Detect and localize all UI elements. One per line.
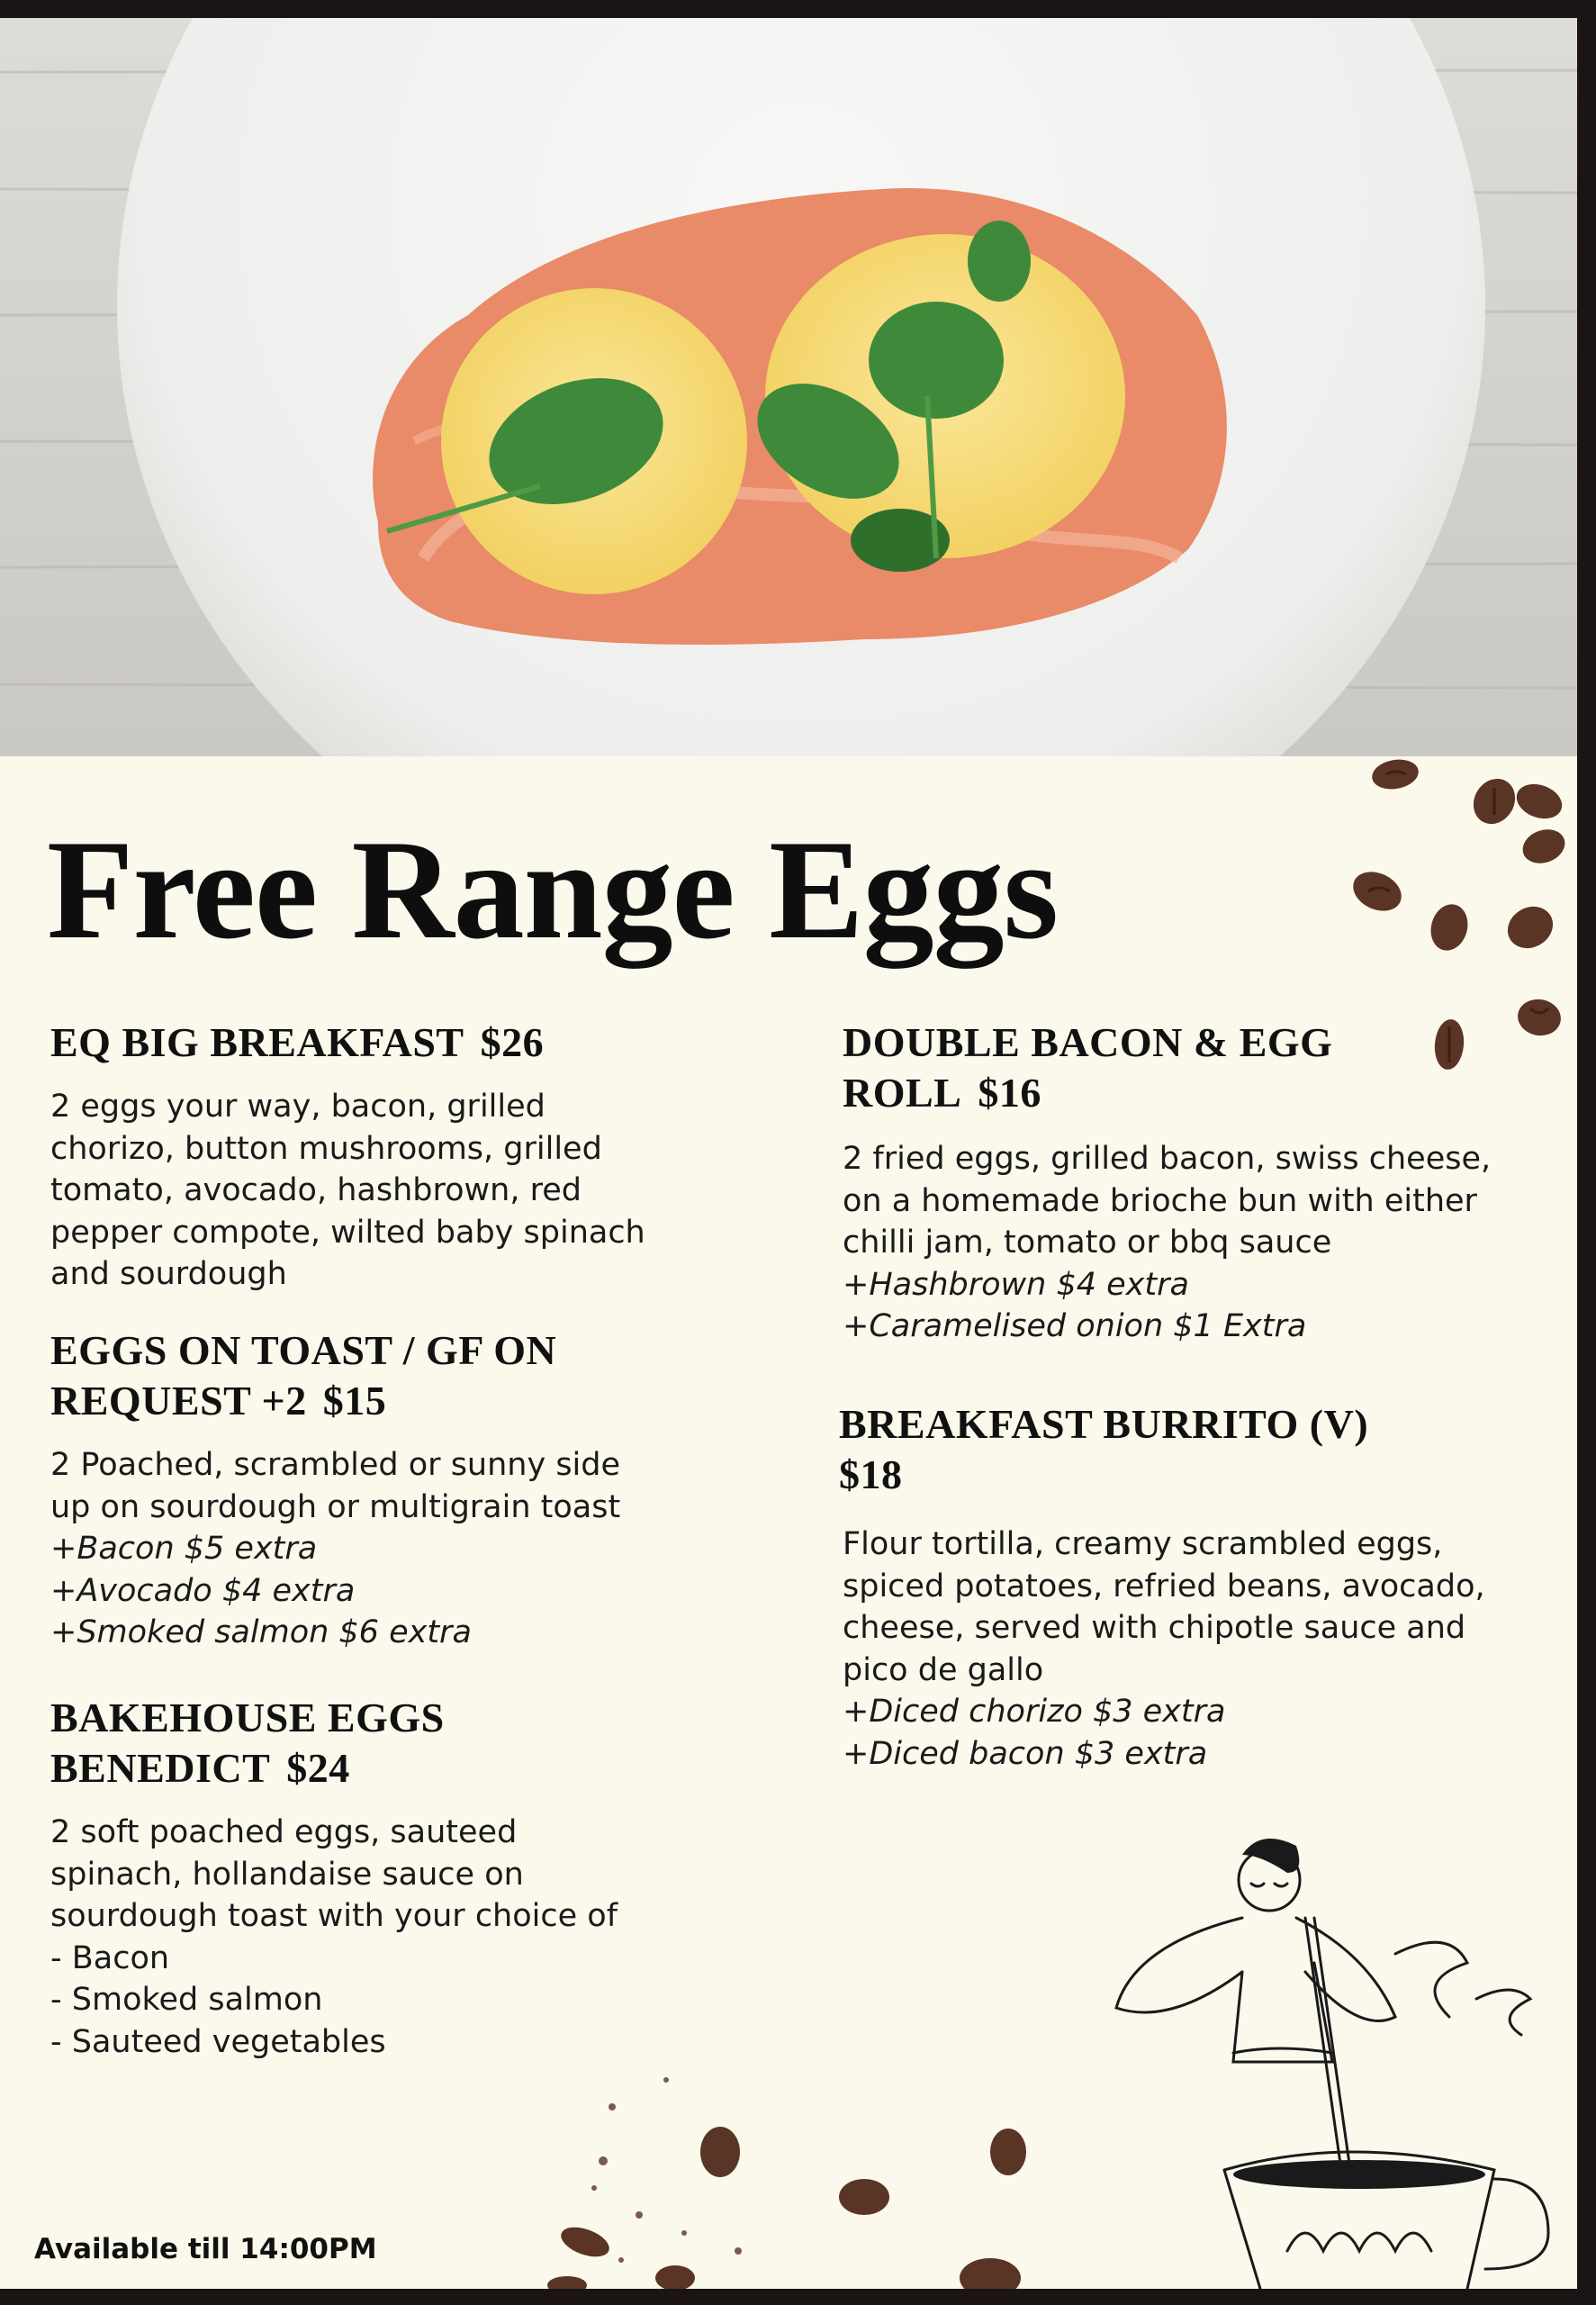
item-description — [50, 1444, 681, 1654]
item-name: DOUBLE BACON & EGG — [843, 1019, 1333, 1065]
item-heading — [50, 1693, 681, 1794]
description-line: chorizo, button mushrooms, grilled — [50, 1130, 602, 1167]
item-name: REQUEST +2 — [50, 1378, 307, 1424]
description-line: - Smoked salmon — [50, 1982, 323, 2018]
description-line: 2 soft poached eggs, sauteed — [50, 1814, 518, 1850]
item-name: EGGS ON TOAST / GF ON — [50, 1327, 557, 1373]
menu-item-bakehouse-eggs-benedict — [50, 1693, 681, 2063]
description-line: pepper compote, wilted baby spinach — [50, 1214, 645, 1251]
description-line: tomato, avocado, hashbrown, red — [50, 1172, 582, 1208]
menu-content — [0, 756, 1577, 2289]
description-line: up on sourdough or multigrain toast — [50, 1488, 621, 1525]
item-name: BREAKFAST BURRITO (V) — [839, 1401, 1369, 1447]
eggs-benedict-photo — [0, 18, 1577, 756]
description-line: 2 fried eggs, grilled bacon, swiss cheese, — [843, 1141, 1492, 1177]
item-description — [843, 1138, 1527, 1348]
coffee-beans-bottom-decoration — [540, 2053, 1044, 2289]
item-extra: +Diced chorizo $3 extra — [843, 1694, 1226, 1730]
description-line: cheese, served with chipotle sauce and — [843, 1610, 1466, 1646]
description-line: - Bacon — [50, 1939, 170, 1976]
item-extra: +Smoked salmon $6 extra — [50, 1614, 472, 1650]
description-line: Flour tortilla, creamy scrambled eggs, — [843, 1526, 1443, 1562]
item-name: ROLL — [843, 1070, 962, 1116]
item-extra: +Caramelised onion $1 Extra — [843, 1308, 1307, 1344]
menu-item-eq-big-breakfast — [50, 1017, 681, 1296]
food-illustration — [0, 18, 1577, 756]
item-name: EQ BIG BREAKFAST — [50, 1019, 464, 1065]
item-extra: +Bacon $5 extra — [50, 1531, 318, 1567]
description-line: spinach, hollandaise sauce on — [50, 1856, 524, 1893]
item-extra: +Diced bacon $3 extra — [843, 1735, 1208, 1772]
description-line: 2 Poached, scrambled or sunny side — [50, 1447, 621, 1483]
description-line: pico de gallo — [843, 1651, 1044, 1688]
item-name: BAKEHOUSE EGGS — [50, 1695, 445, 1740]
item-price: $24 — [286, 1745, 350, 1791]
barista-illustration — [1107, 1819, 1577, 2289]
item-heading — [50, 1325, 681, 1426]
item-description — [50, 1086, 681, 1296]
coffee-beans-decoration — [1314, 756, 1577, 1080]
description-line: sourdough toast with your choice of — [50, 1898, 618, 1934]
description-line: spiced potatoes, refried beans, avocado, — [843, 1568, 1485, 1604]
item-description — [50, 1812, 681, 2063]
description-line: chilli jam, tomato or bbq sauce — [843, 1225, 1332, 1261]
description-line: on a homemade brioche bun with either — [843, 1182, 1477, 1219]
menu-page — [0, 18, 1577, 2289]
description-line: and sourdough — [50, 1256, 287, 1292]
item-description — [839, 1523, 1541, 1775]
item-heading — [839, 1399, 1541, 1500]
item-name: BENEDICT — [50, 1745, 271, 1791]
menu-item-eggs-on-toast — [50, 1325, 681, 1654]
page-title: Free Range Eggs — [47, 811, 1059, 969]
item-price: $26 — [480, 1019, 545, 1065]
item-heading — [50, 1017, 681, 1068]
menu-item-breakfast-burrito — [839, 1399, 1541, 1775]
item-price: $18 — [839, 1451, 903, 1497]
item-extra: +Avocado $4 extra — [50, 1572, 356, 1609]
availability-note: Available till 14:00PM — [34, 2233, 377, 2265]
item-price: $15 — [322, 1378, 387, 1424]
item-price: $16 — [978, 1070, 1041, 1116]
description-line: - Sauteed vegetables — [50, 2023, 386, 2060]
item-extra: +Hashbrown $4 extra — [843, 1266, 1189, 1303]
description-line: 2 eggs your way, bacon, grilled — [50, 1089, 546, 1125]
